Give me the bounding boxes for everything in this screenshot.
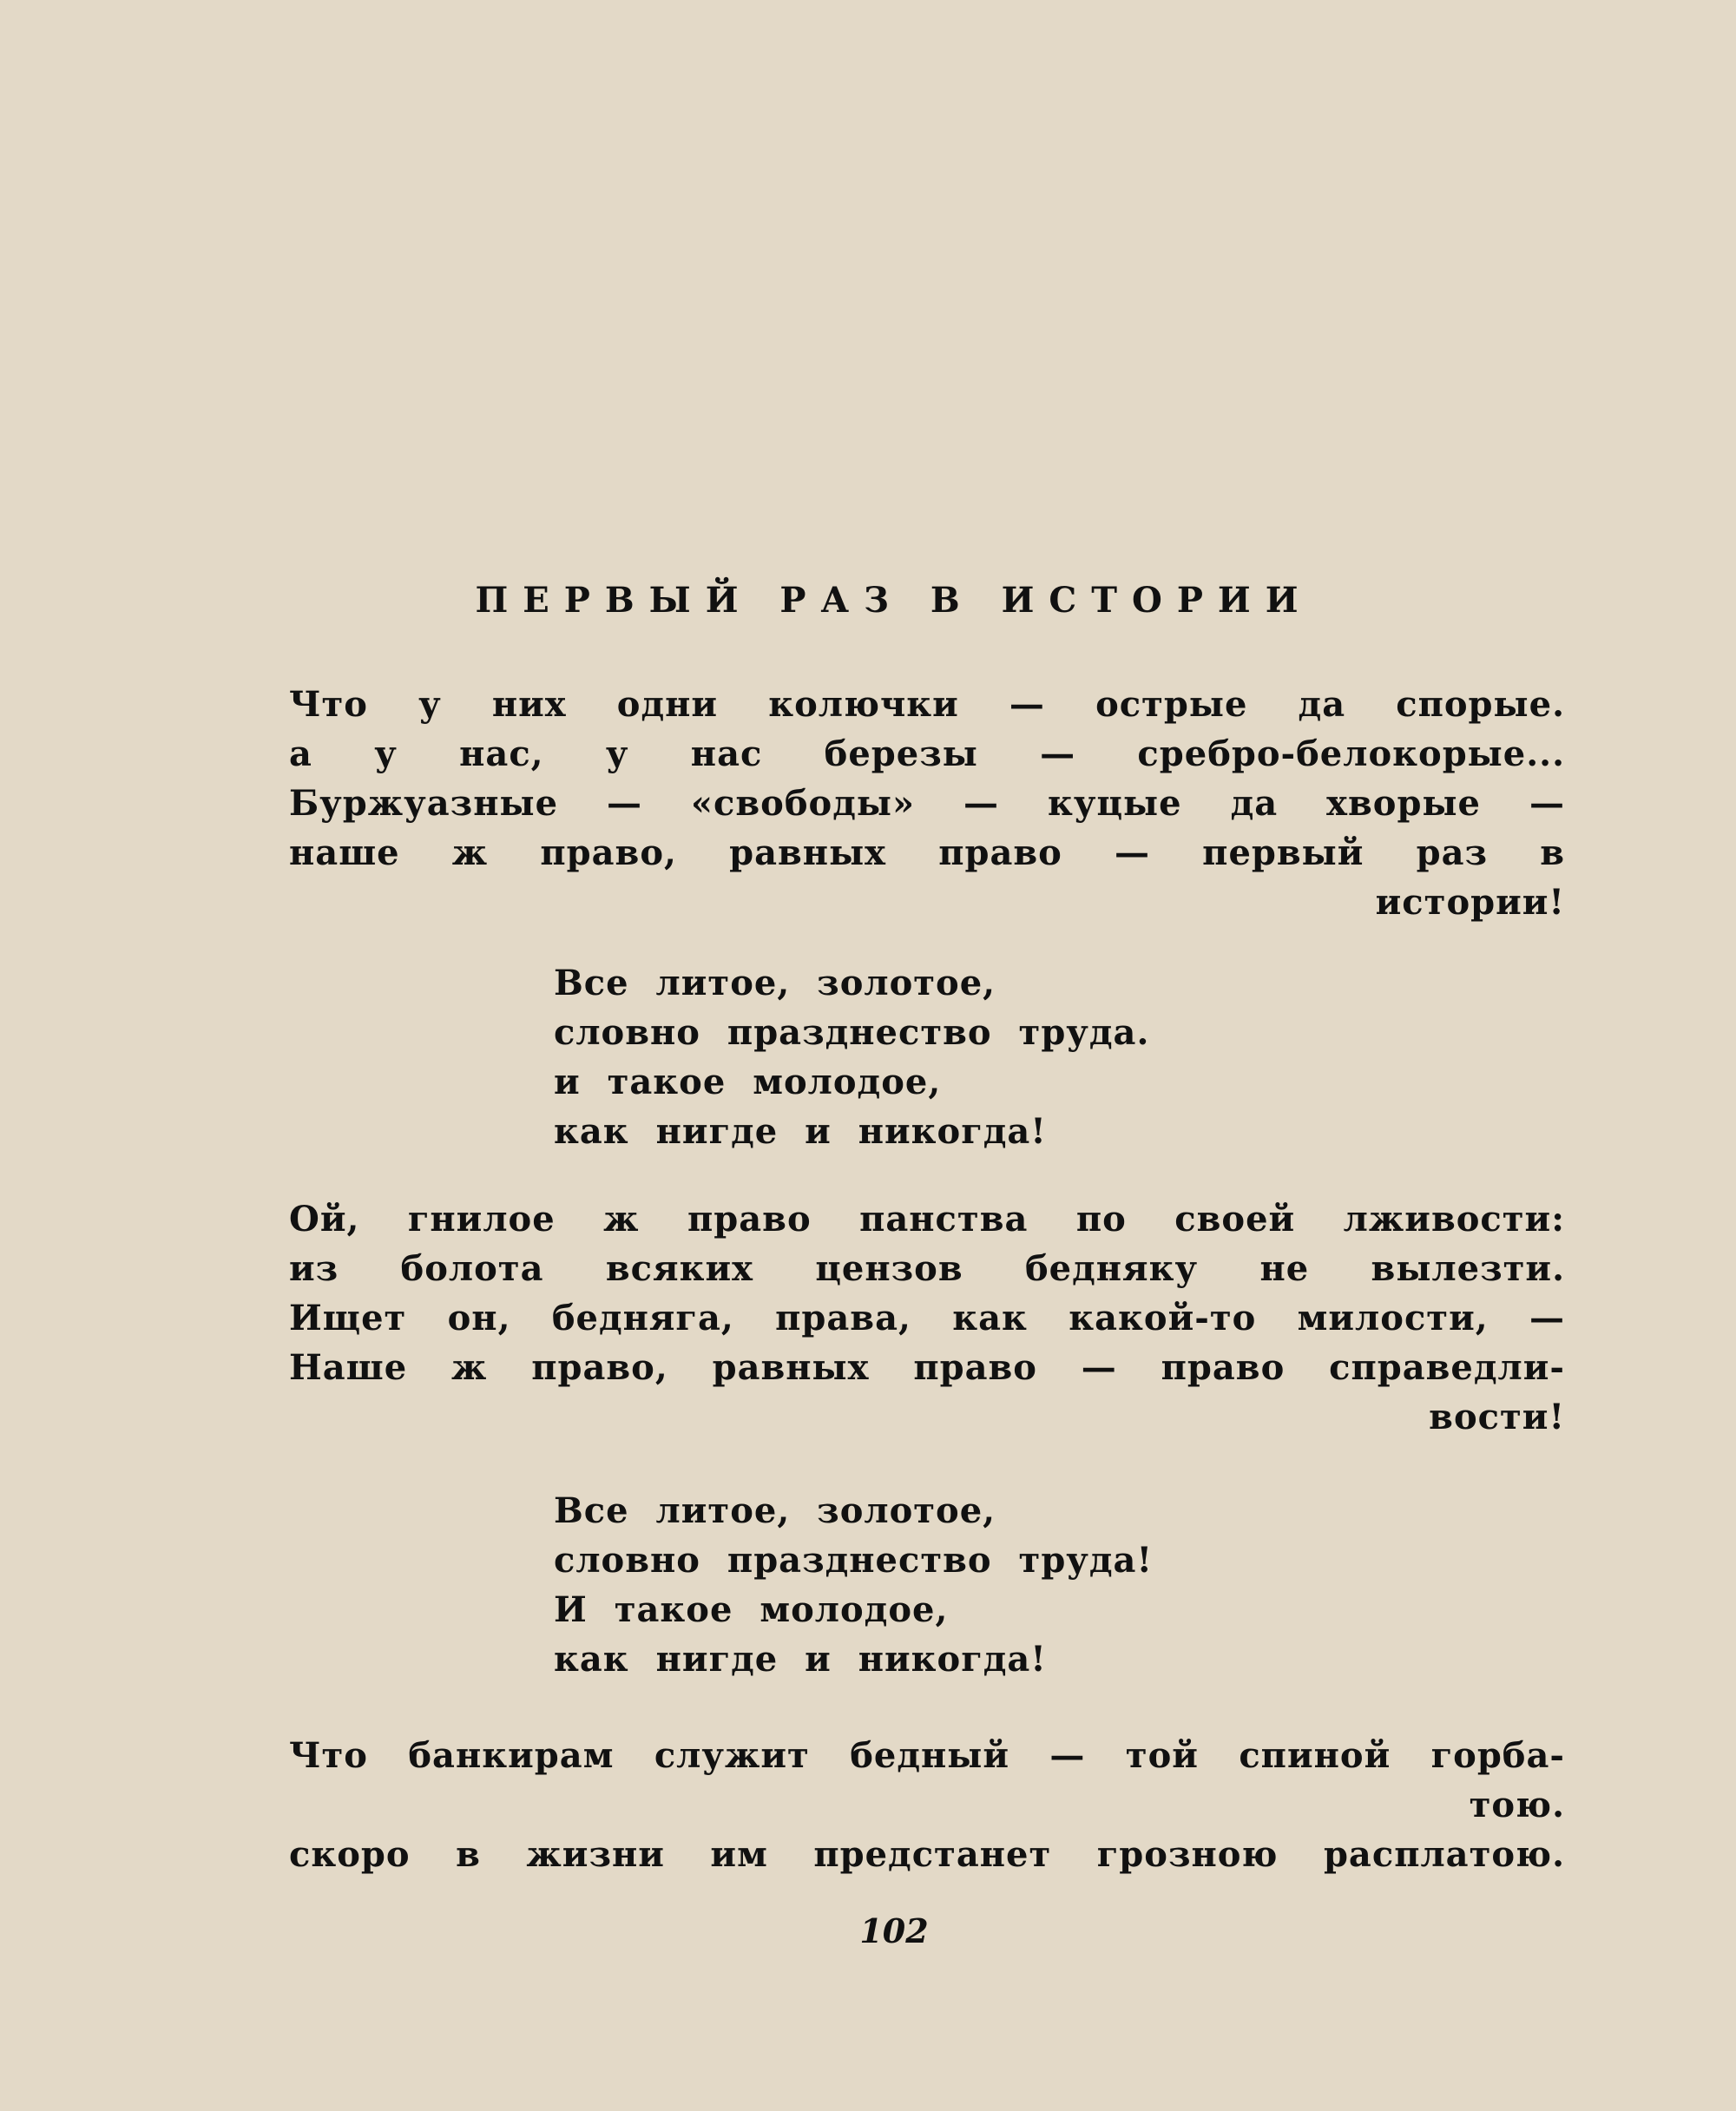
refrain-line: и такое молодое, [554, 1062, 942, 1102]
verse-line: Буржуазные — «свободы» — куцые да хворые — [289, 783, 1565, 824]
verse-line: а у нас, у нас березы — сребро-белокорые... [289, 733, 1565, 774]
verse-line-continuation: тою. [1469, 1785, 1565, 1825]
verse-line: Ой, гнилое ж право панства по своей лживости: [289, 1199, 1565, 1240]
verse-line: Ищет он, бедняга, права, как какой-то милости, — [289, 1298, 1565, 1338]
page-number: 102 [859, 1911, 929, 1950]
verse-line: Наше ж право, равных право — право справедли- [289, 1347, 1565, 1388]
poem-title: ПЕРВЫЙ РАЗ В ИСТОРИИ [475, 580, 1313, 621]
refrain-line: И такое молодое, [554, 1589, 949, 1630]
refrain-line: Все литое, золотое, [554, 1490, 996, 1531]
refrain-1 [554, 958, 1248, 1156]
refrain-line: Все литое, золотое, [554, 963, 996, 1003]
refrain-line: как нигде и никогда! [554, 1639, 1047, 1680]
refrain-line: как нигде и никогда! [554, 1111, 1047, 1152]
verse-line: Что банкирам служит бедный — той спиной горба- [289, 1735, 1565, 1776]
stanza-2 [289, 1194, 1565, 1442]
verse-line: наше ж право, равных право — первый раз в [289, 832, 1565, 873]
stanza-1 [289, 680, 1565, 927]
verse-line-continuation: истории! [1375, 882, 1565, 923]
verse-line: Что у них одни колючки — острые да спорые. [289, 684, 1565, 725]
verse-line-continuation: вости! [1429, 1397, 1565, 1437]
refrain-line: словно празднество труда. [554, 1012, 1150, 1053]
refrain-2 [554, 1486, 1248, 1684]
verse-line: из болота всяких цензов бедняку не вылезти. [289, 1248, 1565, 1289]
stanza-3 [289, 1731, 1565, 1879]
refrain-line: словно празднество труда! [554, 1540, 1154, 1581]
verse-line: скоро в жизни им предстанет грозною расплатою. [289, 1834, 1565, 1875]
